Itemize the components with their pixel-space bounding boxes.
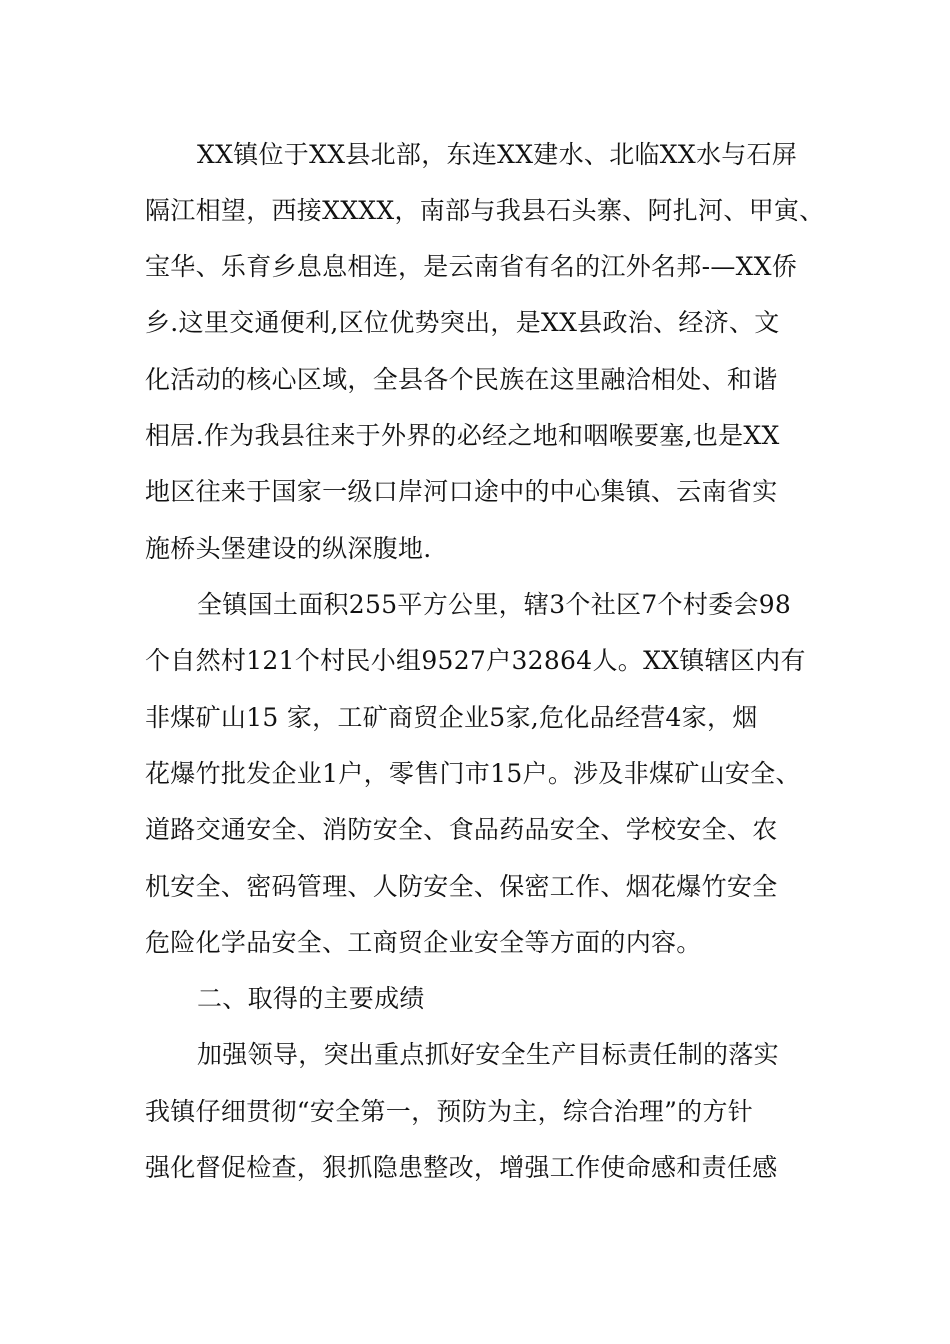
paragraph-1-line-7: 地区往来于国家一级口岸河口途中的中心集镇、云南省实 <box>145 477 778 506</box>
paragraph-2-line-7: 危险化学品安全、工商贸企业安全等方面的内容。 <box>145 928 702 957</box>
paragraph-1-line-5: 化活动的核心区域，全县各个民族在这里融洽相处、和谐 <box>145 365 778 394</box>
paragraph-1-line-4: 乡.这里交通便利,区位优势突出，是XX县政治、经济、文 <box>145 308 780 337</box>
paragraph-2-line-5: 道路交通安全、消防安全、食品药品安全、学校安全、农 <box>145 815 778 844</box>
paragraph-2-line-1: 全镇国土面积255平方公里，辖3个社区7个村委会98 <box>197 590 792 619</box>
paragraph-1-line-1: XX镇位于XX县北部，东连XX建水、北临XX水与石屏 <box>197 140 798 169</box>
paragraph-2-line-2: 个自然村121个村民小组9527户32864人。XX镇辖区内有 <box>145 646 806 675</box>
paragraph-1-line-2: 隔江相望，西接XXXX，南部与我县石头寨、阿扎河、甲寅、 <box>145 196 825 225</box>
section-heading: 二、取得的主要成绩 <box>197 984 425 1013</box>
paragraph-3-line-2: 我镇仔细贯彻“安全第一，预防为主，综合治理”的方针 <box>145 1097 754 1126</box>
paragraph-1-line-6: 相居.作为我县往来于外界的必经之地和咽喉要塞,也是XX <box>145 421 780 450</box>
paragraph-2-line-6: 机安全、密码管理、人防安全、保密工作、烟花爆竹安全 <box>145 872 778 901</box>
paragraph-3-line-1: 加强领导，突出重点抓好安全生产目标责任制的落实 <box>197 1040 779 1069</box>
paragraph-3-line-3: 强化督促检查，狠抓隐患整改，增强工作使命感和责任感 <box>145 1153 778 1182</box>
paragraph-1-line-3: 宝华、乐育乡息息相连，是云南省有名的江外名邦-—XX侨 <box>145 252 798 281</box>
paragraph-1-line-8: 施桥头堡建设的纵深腹地. <box>145 534 432 563</box>
paragraph-2-line-3: 非煤矿山15 家，工矿商贸企业5家,危化品经营4家，烟 <box>145 703 758 732</box>
paragraph-2-line-4: 花爆竹批发企业1户，零售门市15户。涉及非煤矿山安全、 <box>145 759 801 788</box>
